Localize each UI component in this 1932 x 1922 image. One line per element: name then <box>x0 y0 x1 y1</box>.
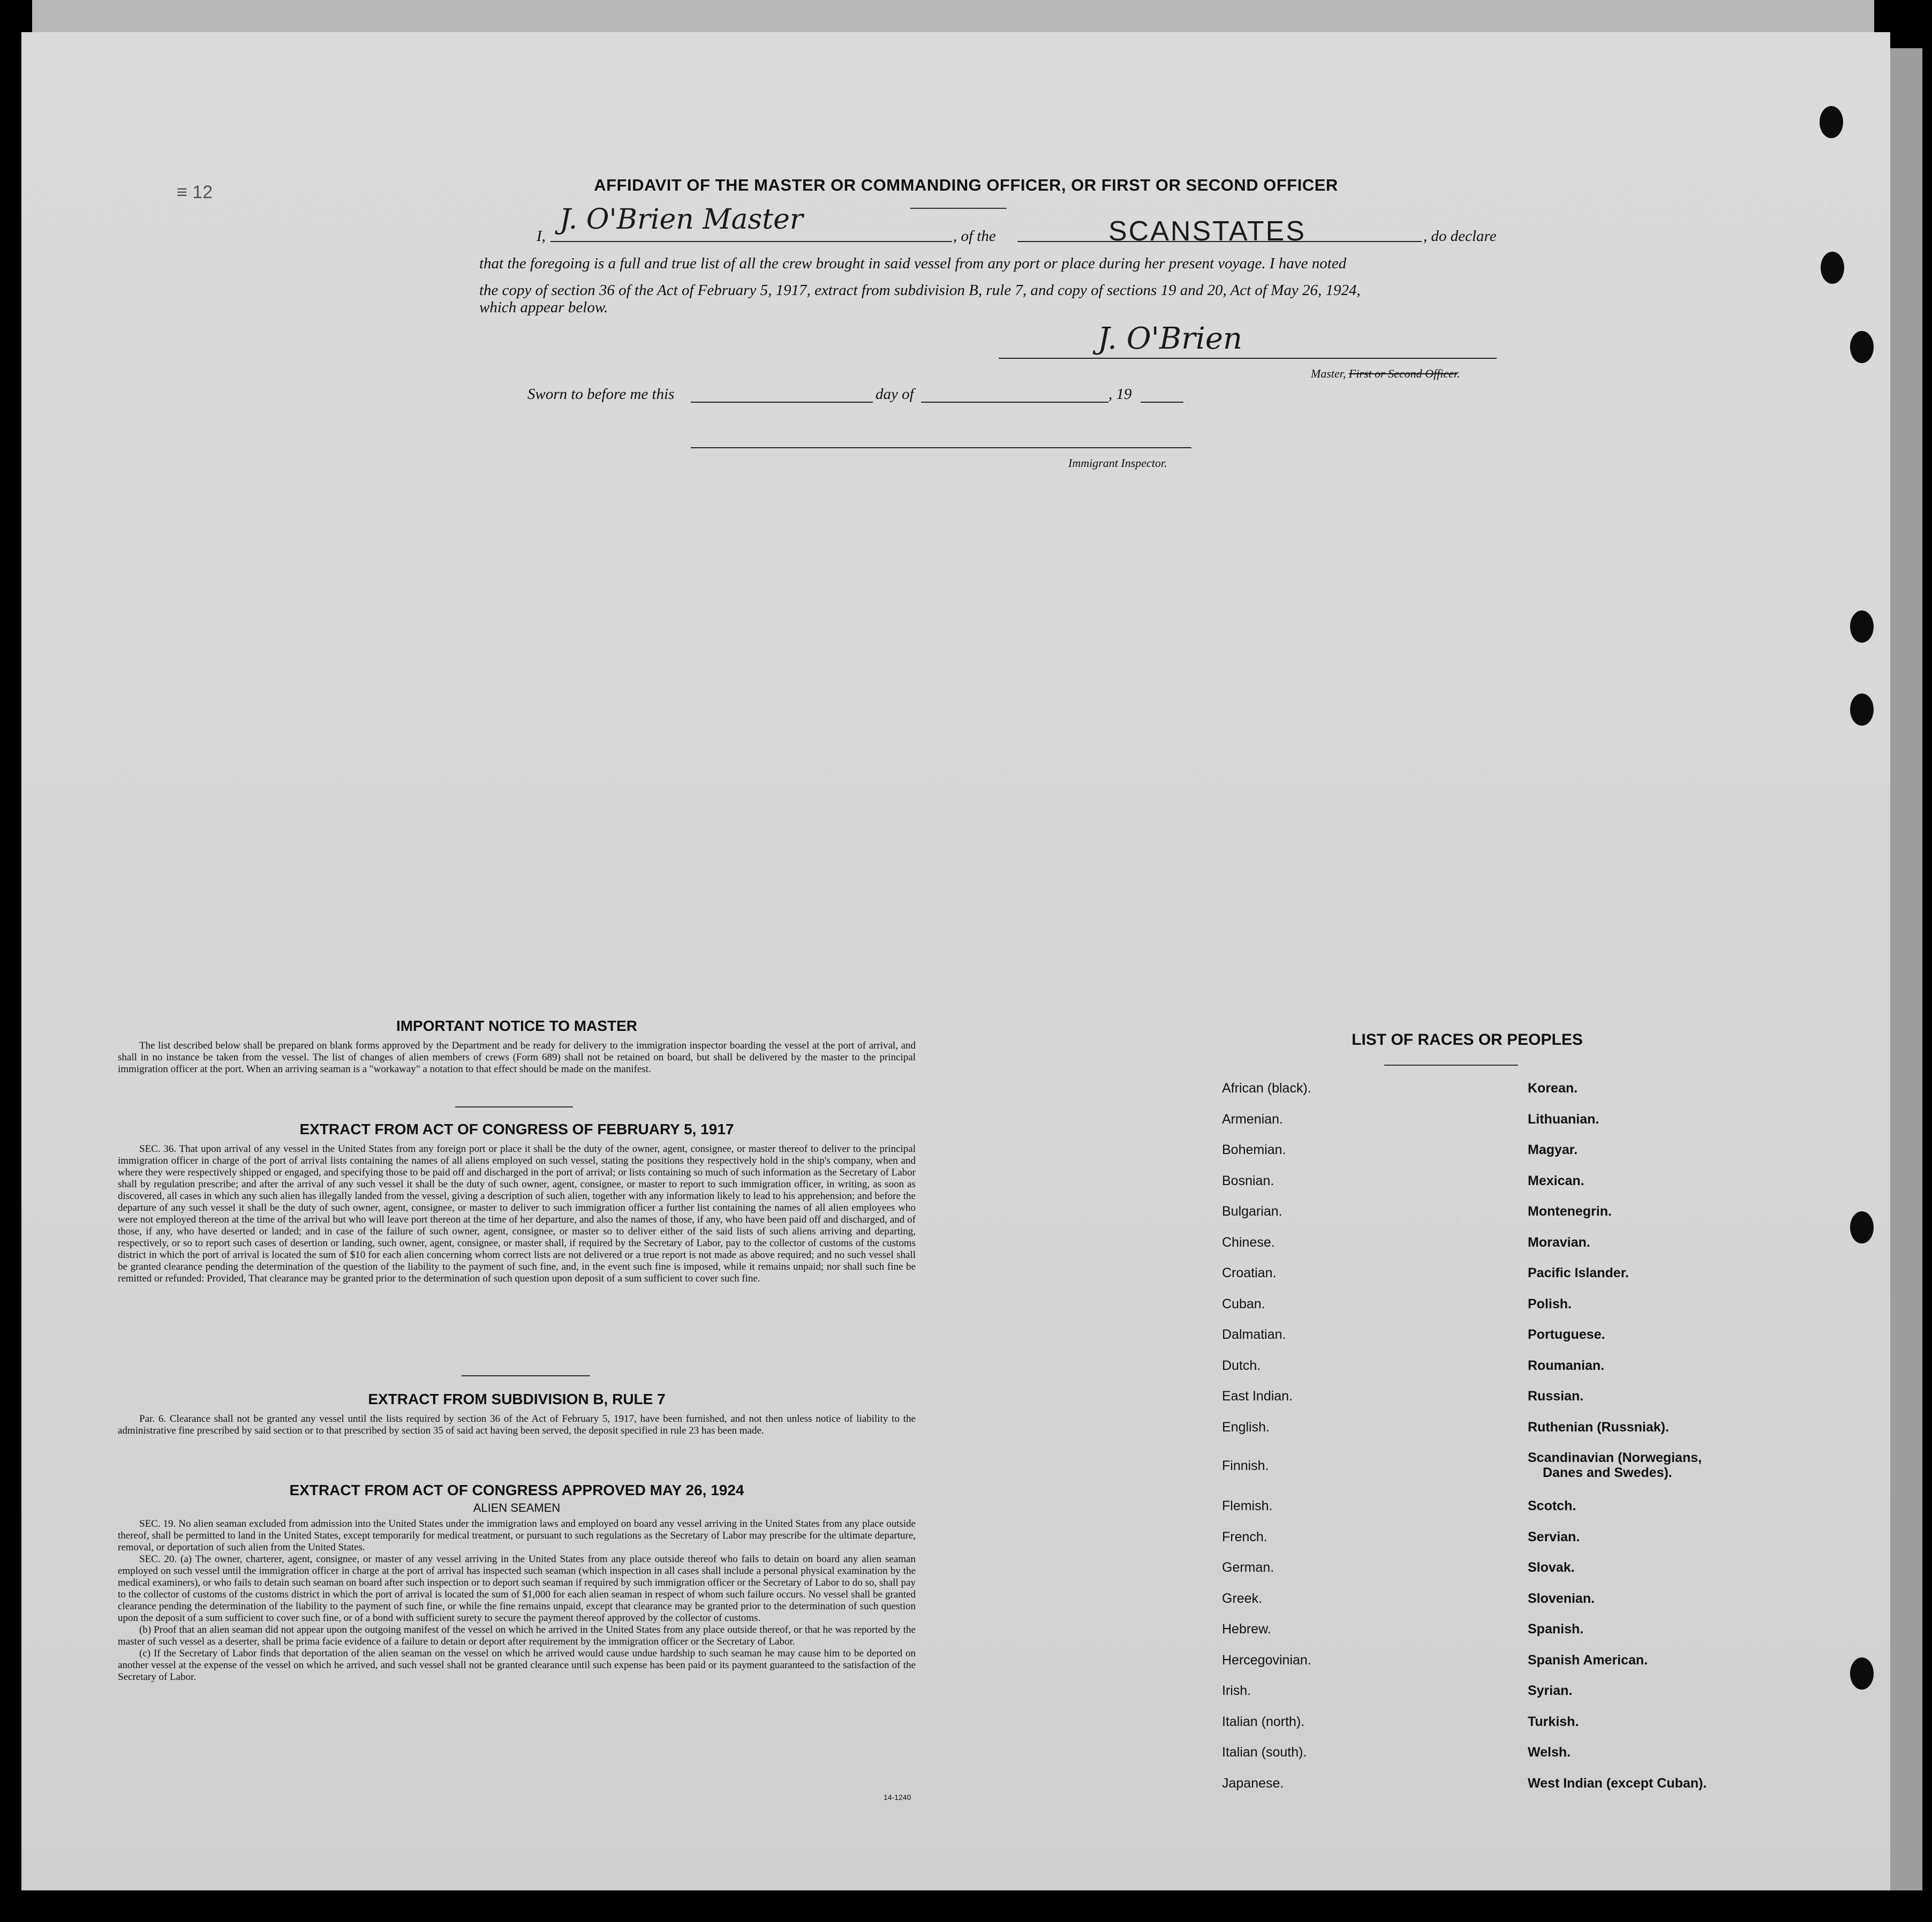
race-item: Bosnian. <box>1222 1173 1274 1188</box>
race-item: English. <box>1222 1420 1270 1435</box>
race-item: Spanish American. <box>1528 1653 1648 1668</box>
section-19-text: SEC. 19. No alien seaman excluded from admission into the United States under the immigration laws and employed on board any vessel arriving in the United States from any place outside thereof, shall be permitted to land in the United States, except temporarily for medical treatment, or pursuant to such regulations as the Secretary of Labor may prescribe for the ultimate departure, removal, or deportation of such alien from the United States. <box>118 1518 916 1553</box>
extract-1924-section <box>118 1482 916 1683</box>
race-item: German. <box>1222 1560 1274 1575</box>
sworn-year-blank <box>1141 402 1183 403</box>
section-20c-text: (c) If the Secretary of Labor finds that deportation of the alien seaman on the vessel on which he arrived would cause undue hardship to such seaman he may cause him to be deported on another vessel at the expense of the vessel on which he arrived, and such vessel shall not be granted clearance until such expense has been paid or its payment guaranteed to the satisfaction of the Secretary of Labor. <box>118 1648 916 1683</box>
race-item: Japanese. <box>1222 1776 1284 1791</box>
signatory-blank <box>550 241 952 242</box>
race-item: Danes and Swedes). <box>1543 1465 1672 1480</box>
race-item: Spanish. <box>1528 1622 1584 1637</box>
inspector-blank <box>691 447 1191 448</box>
race-item: Dalmatian. <box>1222 1327 1286 1342</box>
race-item: Pacific Islander. <box>1528 1265 1629 1280</box>
race-item: Slovak. <box>1528 1560 1575 1575</box>
race-item: Dutch. <box>1222 1358 1261 1373</box>
divider <box>462 1375 590 1376</box>
signature-blank <box>999 358 1497 359</box>
affidavit-declare: , do declare <box>1423 228 1497 245</box>
punch-hole-icon <box>1820 106 1843 138</box>
signature-handwritten: J. O'Brien <box>1098 321 1243 356</box>
punch-hole-icon <box>1850 694 1874 726</box>
race-item: Korean. <box>1528 1081 1578 1096</box>
race-item: Roumanian. <box>1528 1358 1605 1373</box>
extract-1917-text: SEC. 36. That upon arrival of any vessel in the United States from any foreign port or place it shall be the duty of the owner, agent, consignee, or master thereof to deliver to the principal immigration officer in charge of the port of arrival lists containing the names of all aliens employed on such vessel, stating the positions they respectively hold in the ship's company, when and where they were respectively shipped or engaged, and specifying those to be paid off and discharged in the port of arrival; or lists containing so much of such information as the Secretary of Labor shall by regulation prescribe; and after the arrival of any such vessel it shall be the duty of such owner, agent, consignee, or master to report to such immigration officer, in writing, as soon as discovered, all cases in which any such alien has illegally landed from the vessel, giving a description of such alien, together with any information likely to lead to his apprehension; and before the departure of any such vessel it shall be the duty of such owner, agent, consignee, or master to deliver to such immigration officer a further list containing the names of all alien employees who were not employed thereon at the time of the arrival but who will leave port thereon at the time of her departure, and also the names of those, if any, who have been paid off and discharged, and of those, if any, who have deserted or landed; and in case of the failure of such owner, agent, consignee, or master so to deliver either of the said lists of such aliens arriving and departing, respectively, or so to report such cases of desertion or landing, such owner, agent, consignee, or master shall, if required by the Secretary of Labor, pay to the collector of customs of the customs district in which the port of arrival is located the sum of $10 for each alien concerning whom correct lists are not delivered or a true report is not made as above required; and no such vessel shall be granted clearance pending the determination of the question of the liability to the payment of such fine, and, in the event such fine is imposed, while it remains unpaid; nor shall such fine be remitted or refunded: Provided, That clearance may be granted prior to the determination of such question upon deposit of a sum sufficient to cover such fine. <box>118 1143 916 1284</box>
race-item: Cuban. <box>1222 1297 1265 1312</box>
divider <box>910 208 1007 209</box>
race-item: East Indian. <box>1222 1389 1293 1404</box>
sworn-day-of: day of <box>876 386 914 403</box>
race-item: Magyar. <box>1528 1142 1578 1157</box>
race-item: Ruthenian (Russniak). <box>1528 1420 1669 1435</box>
punch-hole-icon <box>1821 252 1844 284</box>
divider <box>455 1106 573 1107</box>
punch-hole-icon <box>1850 610 1874 643</box>
affidavit-line-2: that the foregoing is a full and true list of all the crew brought in said vessel from any port or place during her present voyage. I have noted <box>479 255 1347 272</box>
sworn-month-blank <box>921 402 1108 403</box>
race-item: Welsh. <box>1528 1745 1571 1760</box>
race-item: Hebrew. <box>1222 1622 1271 1637</box>
rule-7-section <box>118 1391 916 1437</box>
extract-1917-title: EXTRACT FROM ACT OF CONGRESS OF FEBRUARY 5, 1917 <box>299 1121 734 1137</box>
extract-1917-section <box>118 1121 916 1285</box>
race-item: Montenegrin. <box>1528 1204 1612 1219</box>
notice-section <box>118 1017 916 1075</box>
race-item: Greek. <box>1222 1591 1263 1606</box>
race-item: Italian (north). <box>1222 1714 1305 1729</box>
page-mark: ≡ 12 <box>177 182 213 202</box>
race-item: African (black). <box>1222 1081 1311 1096</box>
extract-1924-title: EXTRACT FROM ACT OF CONGRESS APPROVED MAY 26, 1924 <box>289 1482 744 1498</box>
race-item: Turkish. <box>1528 1714 1579 1729</box>
punch-hole-icon <box>1850 1657 1874 1690</box>
divider <box>1384 1065 1518 1066</box>
extract-1924-subtitle: ALIEN SEAMEN <box>473 1501 561 1514</box>
race-item: Irish. <box>1222 1683 1251 1698</box>
notice-title: IMPORTANT NOTICE TO MASTER <box>396 1017 638 1034</box>
race-item: Croatian. <box>1222 1265 1277 1280</box>
sworn-year: , 19 <box>1108 386 1132 403</box>
page-edge <box>1890 48 1922 1890</box>
race-item: Lithuanian. <box>1528 1112 1599 1127</box>
notice-text: The list described below shall be prepared on blank forms approved by the Department and be ready for delivery to the immigration inspector boarding the vessel at the port of arrival, and shall in no instance be taken from the vessel. The list of changes of alien members of crews (Form 689) shall not be retained on board, but shall be delivered by the master to the principal immigration officer at the port. When an arriving seaman is a "workaway" a notation to that effect should be made on the manifest. <box>118 1040 916 1075</box>
sworn-day-blank <box>691 402 873 403</box>
race-item: Chinese. <box>1222 1235 1275 1250</box>
race-item: Finnish. <box>1222 1458 1269 1473</box>
race-item: Servian. <box>1528 1529 1580 1544</box>
affidavit-of-the: , of the <box>953 228 996 245</box>
race-item: Flemish. <box>1222 1498 1273 1513</box>
affidavit-line-3: the copy of section 36 of the Act of February 5, 1917, extract from subdivision B, rule 7, and copy of sections 19 and 20, Act of May 26, 1924, <box>479 282 1361 299</box>
race-item: Syrian. <box>1528 1683 1573 1698</box>
race-item: French. <box>1222 1529 1267 1544</box>
affidavit-line-4: which appear below. <box>479 299 608 316</box>
race-item: Polish. <box>1528 1297 1572 1312</box>
race-item: Bulgarian. <box>1222 1204 1282 1219</box>
section-20a-text: SEC. 20. (a) The owner, charterer, agent, consignee, or master of any vessel arriving in the United States from any place outside thereof who fails to detain on board any alien seaman employed on such vessel until the immigration officer in charge at the port of arrival has inspected such seaman (which inspection in all cases shall include a personal physical examination by the medical examiners), or who fails to detain such seaman on board after such inspection or to deport such seaman if required by such immigration officer or the Secretary of Labor to do so, shall pay to the collector of customs of the customs district in which the port of arrival is located the sum of $1,000 for each alien seaman in respect of whom such failure occurs. No vessel shall be granted clearance pending the determination of the liability to the payment of such fine, or while the fine remains unpaid, except that clearance may be granted prior to the determination of such question upon the deposit of a sum sufficient to cover such fine, or of a bond with sufficient surety to secure the payment thereof approved by the collector of customs. <box>118 1554 916 1624</box>
affidavit-title: AFFIDAVIT OF THE MASTER OR COMMANDING OFFICER, OR FIRST OR SECOND OFFICER <box>594 176 1338 194</box>
inspector-caption: Immigrant Inspector. <box>1068 456 1167 470</box>
race-item: Armenian. <box>1222 1112 1283 1127</box>
race-item: Moravian. <box>1528 1235 1590 1250</box>
signature-caption: Master, First or Second Officer. <box>1311 367 1460 380</box>
form-code: 14-1240 <box>884 1793 911 1802</box>
race-item: Portuguese. <box>1528 1327 1605 1342</box>
affidavit-prefix: I, <box>537 228 546 245</box>
sworn-prefix: Sworn to before me this <box>527 386 675 403</box>
race-item: West Indian (except Cuban). <box>1528 1776 1707 1791</box>
race-item: Italian (south). <box>1222 1745 1307 1760</box>
rule-7-title: EXTRACT FROM SUBDIVISION B, RULE 7 <box>368 1391 666 1407</box>
race-item: Mexican. <box>1528 1173 1584 1188</box>
punch-hole-icon <box>1850 1211 1874 1243</box>
race-item: Slovenian. <box>1528 1591 1595 1606</box>
race-item: Bohemian. <box>1222 1142 1286 1157</box>
race-item: Hercegovinian. <box>1222 1653 1311 1668</box>
section-20b-text: (b) Proof that an alien seaman did not appear upon the outgoing manifest of the vessel on which he arrived in the United States from any place outside thereof, or that he was reported by the master of such vessel as a deserter, shall be prima facie evidence of a failure to detain or deport after requirement by the immigration officer or the Secretary of Labor. <box>118 1624 916 1647</box>
race-item: Scotch. <box>1528 1498 1576 1513</box>
rule-7-text: Par. 6. Clearance shall not be granted any vessel until the lists required by section 36 of the Act of February 5, 1917, have been furnished, and not then unless notice of liability to the administrative fine prescribed by said section or to that prescribed by section 35 of said act having been served, the deposit specified in rule 23 has been made. <box>118 1413 916 1436</box>
punch-hole-icon <box>1850 331 1874 363</box>
race-item: Russian. <box>1528 1389 1584 1404</box>
races-title: LIST OF RACES OR PEOPLES <box>1352 1031 1583 1049</box>
vessel-name: SCANSTATES <box>1108 216 1307 247</box>
race-item: Scandinavian (Norwegians, <box>1528 1450 1702 1465</box>
signatory-handwritten: J. O'Brien Master <box>560 203 803 236</box>
